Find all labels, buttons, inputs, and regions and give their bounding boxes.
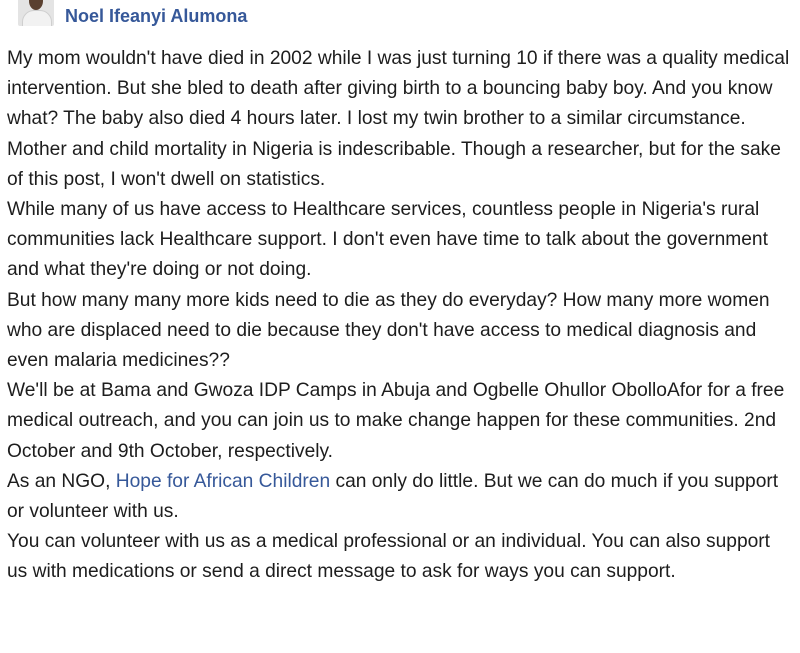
post-paragraph-7: You can volunteer with us as a medical professional or an individual. You can also support us with medications or send a direct message to ask for ways you can support. xyxy=(7,531,771,583)
avatar-shoulders xyxy=(22,10,52,26)
post-paragraph-3: While many of us have access to Healthcare services, countless people in Nigeria's rural communities lack Healthcare support. I don't even have time to talk about the government and what they're doing or not doing. xyxy=(7,199,768,281)
post-paragraph-1: My mom wouldn't have died in 2002 while I was just turning 10 if there was a quality medical intervention. But she bled to death after giving birth to a bouncing baby boy. And you know what? The baby also died 4 hours later. I lost my twin brother to a similar circumstance. xyxy=(7,48,790,130)
post-paragraph-2: Mother and child mortality in Nigeria is indescribable. Though a researcher, but for the sake of this post, I won't dwell on statistics. xyxy=(7,138,781,190)
paragraph-6-lead: As an NGO, xyxy=(7,470,116,492)
avatar-head xyxy=(29,0,43,10)
post-header xyxy=(0,0,800,38)
avatar[interactable] xyxy=(18,0,54,26)
paragraph-6-tail: can only do little. But we can do much if you support or volunteer with us. xyxy=(7,470,779,523)
post-paragraph-5: We'll be at Bama and Gwoza IDP Camps in Abuja and Ogbelle Ohullor ObolloAfor for a free medical outreach, and you can join us to make change happen for these communities. 2nd October and 9th October, respectively. xyxy=(7,380,785,462)
post-paragraph-6 xyxy=(7,467,793,527)
page-link-hope-for-african-children[interactable]: Hope for African Children xyxy=(115,470,331,492)
post-body xyxy=(7,44,793,588)
author-name[interactable]: Noel Ifeanyi Alumona xyxy=(65,6,248,26)
post-paragraph-4: But how many many more kids need to die as they do everyday? How many more women who are displaced need to die because they don't have access to medical diagnosis and even malaria medicines?? xyxy=(7,289,770,372)
